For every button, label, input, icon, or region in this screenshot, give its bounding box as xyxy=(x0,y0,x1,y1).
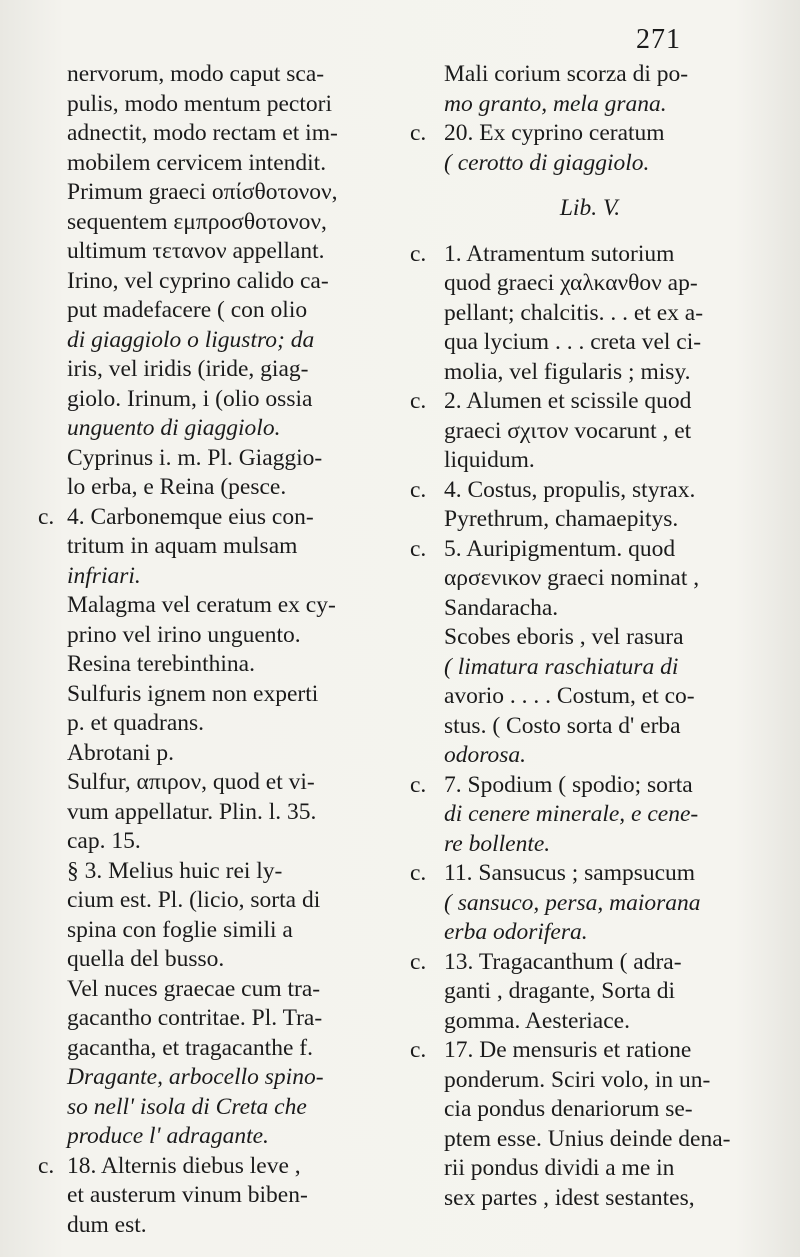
chapter-marker: c. xyxy=(410,948,427,975)
text-line: odorosa. xyxy=(444,742,527,768)
text-line: et austerum vinum biben- xyxy=(67,1182,308,1208)
chapter-marker: c. xyxy=(410,1037,427,1063)
text-line: gacantha, et tragacanthe f. xyxy=(67,1034,313,1061)
text-line: p. et quadrans. xyxy=(67,710,205,736)
text-line: quella del busso. xyxy=(67,946,225,972)
text-line: tritum in aquam mulsam xyxy=(67,533,298,559)
chapter-marker: c. xyxy=(410,771,427,798)
text-line: Scobes eboris , vel rasura xyxy=(444,624,684,650)
text-line: infriari. xyxy=(67,562,141,589)
entry-line: c. 4. Carbonemque eius con- xyxy=(38,503,383,533)
entry-line: c. 2. Alumen et scissile quod xyxy=(410,387,770,417)
entry-line: c. 7. Spodium ( spodio; sorta xyxy=(410,771,770,801)
entry-line: c. 4. Costus, propulis, styrax. xyxy=(410,476,770,506)
text-line: Mali corium scorza di po- xyxy=(444,61,689,87)
text-line: sex partes , idest sestantes, xyxy=(444,1184,695,1211)
text-line: sequentem εμπροσθοτονον, xyxy=(67,208,327,235)
text-line: αρσενικον graeci nominat , xyxy=(444,565,700,591)
entry-line: c. 1. Atramentum sutorium xyxy=(410,240,770,270)
text-line: rii pondus dividi a me in xyxy=(444,1155,675,1181)
text-line: unguento di giaggiolo. xyxy=(67,415,281,441)
text-line: ( cerotto di giaggiolo. xyxy=(444,149,650,176)
text-line: Primum graeci οπίσθοτονον, xyxy=(67,179,338,205)
text-line: dum est. xyxy=(67,1211,147,1238)
book-heading: Lib. V. xyxy=(559,195,621,221)
text-line: graeci σχιτον vocarunt , et xyxy=(444,417,692,444)
entry-line: c. 18. Alternis diebus leve , xyxy=(38,1152,383,1182)
text-line: vum appellatur. Plin. l. 35. xyxy=(67,798,317,825)
entry-line: c. 11. Sansucus ; sampsucum xyxy=(410,859,770,889)
right-column xyxy=(410,60,770,1213)
text-line: Pyrethrum, chamaepitys. xyxy=(444,506,679,532)
text-line: qua lycium . . . creta vel ci- xyxy=(444,329,702,355)
text-line: lo erba, e Reina (pesce. xyxy=(67,474,287,500)
text-line: pellant; chalcitis. . . et ex a- xyxy=(444,299,704,326)
text-line: gacantho contritae. Pl. Tra- xyxy=(67,1005,323,1031)
text-line: erba odorifera. xyxy=(444,919,588,945)
text-line: ptem esse. Unius deinde dena- xyxy=(444,1125,731,1152)
chapter-marker: c. xyxy=(410,535,427,562)
entry-line: c. 17. De mensuris et ratione xyxy=(410,1036,770,1066)
text-line: gomma. Aesteriace. xyxy=(444,1007,630,1034)
text-line: nervorum, modo caput sca- xyxy=(67,61,325,87)
text-line: ganti , dragante, Sorta di xyxy=(444,978,676,1004)
text-line: Sandaracha. xyxy=(444,594,559,621)
text-line: put madefacere ( con olio xyxy=(67,297,308,323)
chapter-marker: c. xyxy=(410,388,427,414)
text-line: mo granto, mela grana. xyxy=(444,90,667,117)
text-line: ( limatura raschiatura di xyxy=(444,653,679,680)
chapter-marker: c. xyxy=(38,1152,55,1179)
text-line: molia, vel figularis ; misy. xyxy=(444,358,691,385)
text-line: Irino, vel cyprino calido ca- xyxy=(67,267,329,294)
text-line: prino vel irino unguento. xyxy=(67,621,301,648)
text-line: cia pondus denariorum se- xyxy=(444,1096,693,1122)
chapter-marker: c. xyxy=(38,503,55,530)
text-line: giolo. Irinum, i (olio ossia xyxy=(67,385,313,412)
text-line: stus. ( Costo sorta d' erba xyxy=(444,712,681,739)
chapter-marker: c. xyxy=(410,860,427,886)
entry-line: c. 13. Tragacanthum ( adra- xyxy=(410,948,770,978)
text-line: avorio . . . . Costum, et co- xyxy=(444,683,695,709)
chapter-marker: c. xyxy=(410,240,427,267)
entry-line: c. 5. Auripigmentum. quod xyxy=(410,535,770,565)
text-line: Resina terebinthina. xyxy=(67,651,255,677)
text-line: so nell' isola di Creta che xyxy=(67,1093,307,1120)
text-line: ( sansuco, persa, maiorana xyxy=(444,889,701,916)
text-line: iris, vel iridis (iride, giag- xyxy=(67,356,309,382)
chapter-marker: c. xyxy=(410,120,427,146)
text-line: di cenere minerale, e cene- xyxy=(444,801,699,827)
text-line: re bollente. xyxy=(444,830,551,857)
text-line: adnectit, modo rectam et im- xyxy=(67,120,338,146)
text-line: di giaggiolo o ligustro; da xyxy=(67,326,315,353)
text-line: spina con foglie simili a xyxy=(67,916,293,943)
text-line: cium est. Pl. (licio, sorta di xyxy=(67,887,321,913)
text-line: Sulfuris ignem non experti xyxy=(67,680,319,707)
text-line: Cyprinus i. m. Pl. Giaggio- xyxy=(67,444,323,471)
text-line: § 3. Melius huic rei ly- xyxy=(67,857,283,884)
left-column xyxy=(38,60,383,1240)
text-line: Abrotani p. xyxy=(67,739,175,766)
text-line: ponderum. Sciri volo, in un- xyxy=(444,1066,711,1093)
text-line: produce l' adragante. xyxy=(67,1123,269,1149)
chapter-marker: c. xyxy=(410,476,427,503)
text-line: Malagma vel ceratum ex cy- xyxy=(67,592,336,618)
text-line: quod graeci χαλκανθον ap- xyxy=(444,270,698,296)
text-line: Sulfur, απιρον, quod et vi- xyxy=(67,769,315,795)
text-line: pulis, modo mentum pectori xyxy=(67,90,332,117)
text-line: Vel nuces graecae cum tra- xyxy=(67,975,321,1002)
page-number: 271 xyxy=(636,24,681,55)
text-line: ultimum τετανον appellant. xyxy=(67,238,325,264)
text-line: Dragante, arbocello spino- xyxy=(67,1064,324,1090)
text-line: mobilem cervicem intendit. xyxy=(67,149,327,176)
text-line: liquidum. xyxy=(444,447,535,473)
entry-line: c. 20. Ex cyprino ceratum xyxy=(410,119,770,149)
text-line: cap. 15. xyxy=(67,828,141,854)
